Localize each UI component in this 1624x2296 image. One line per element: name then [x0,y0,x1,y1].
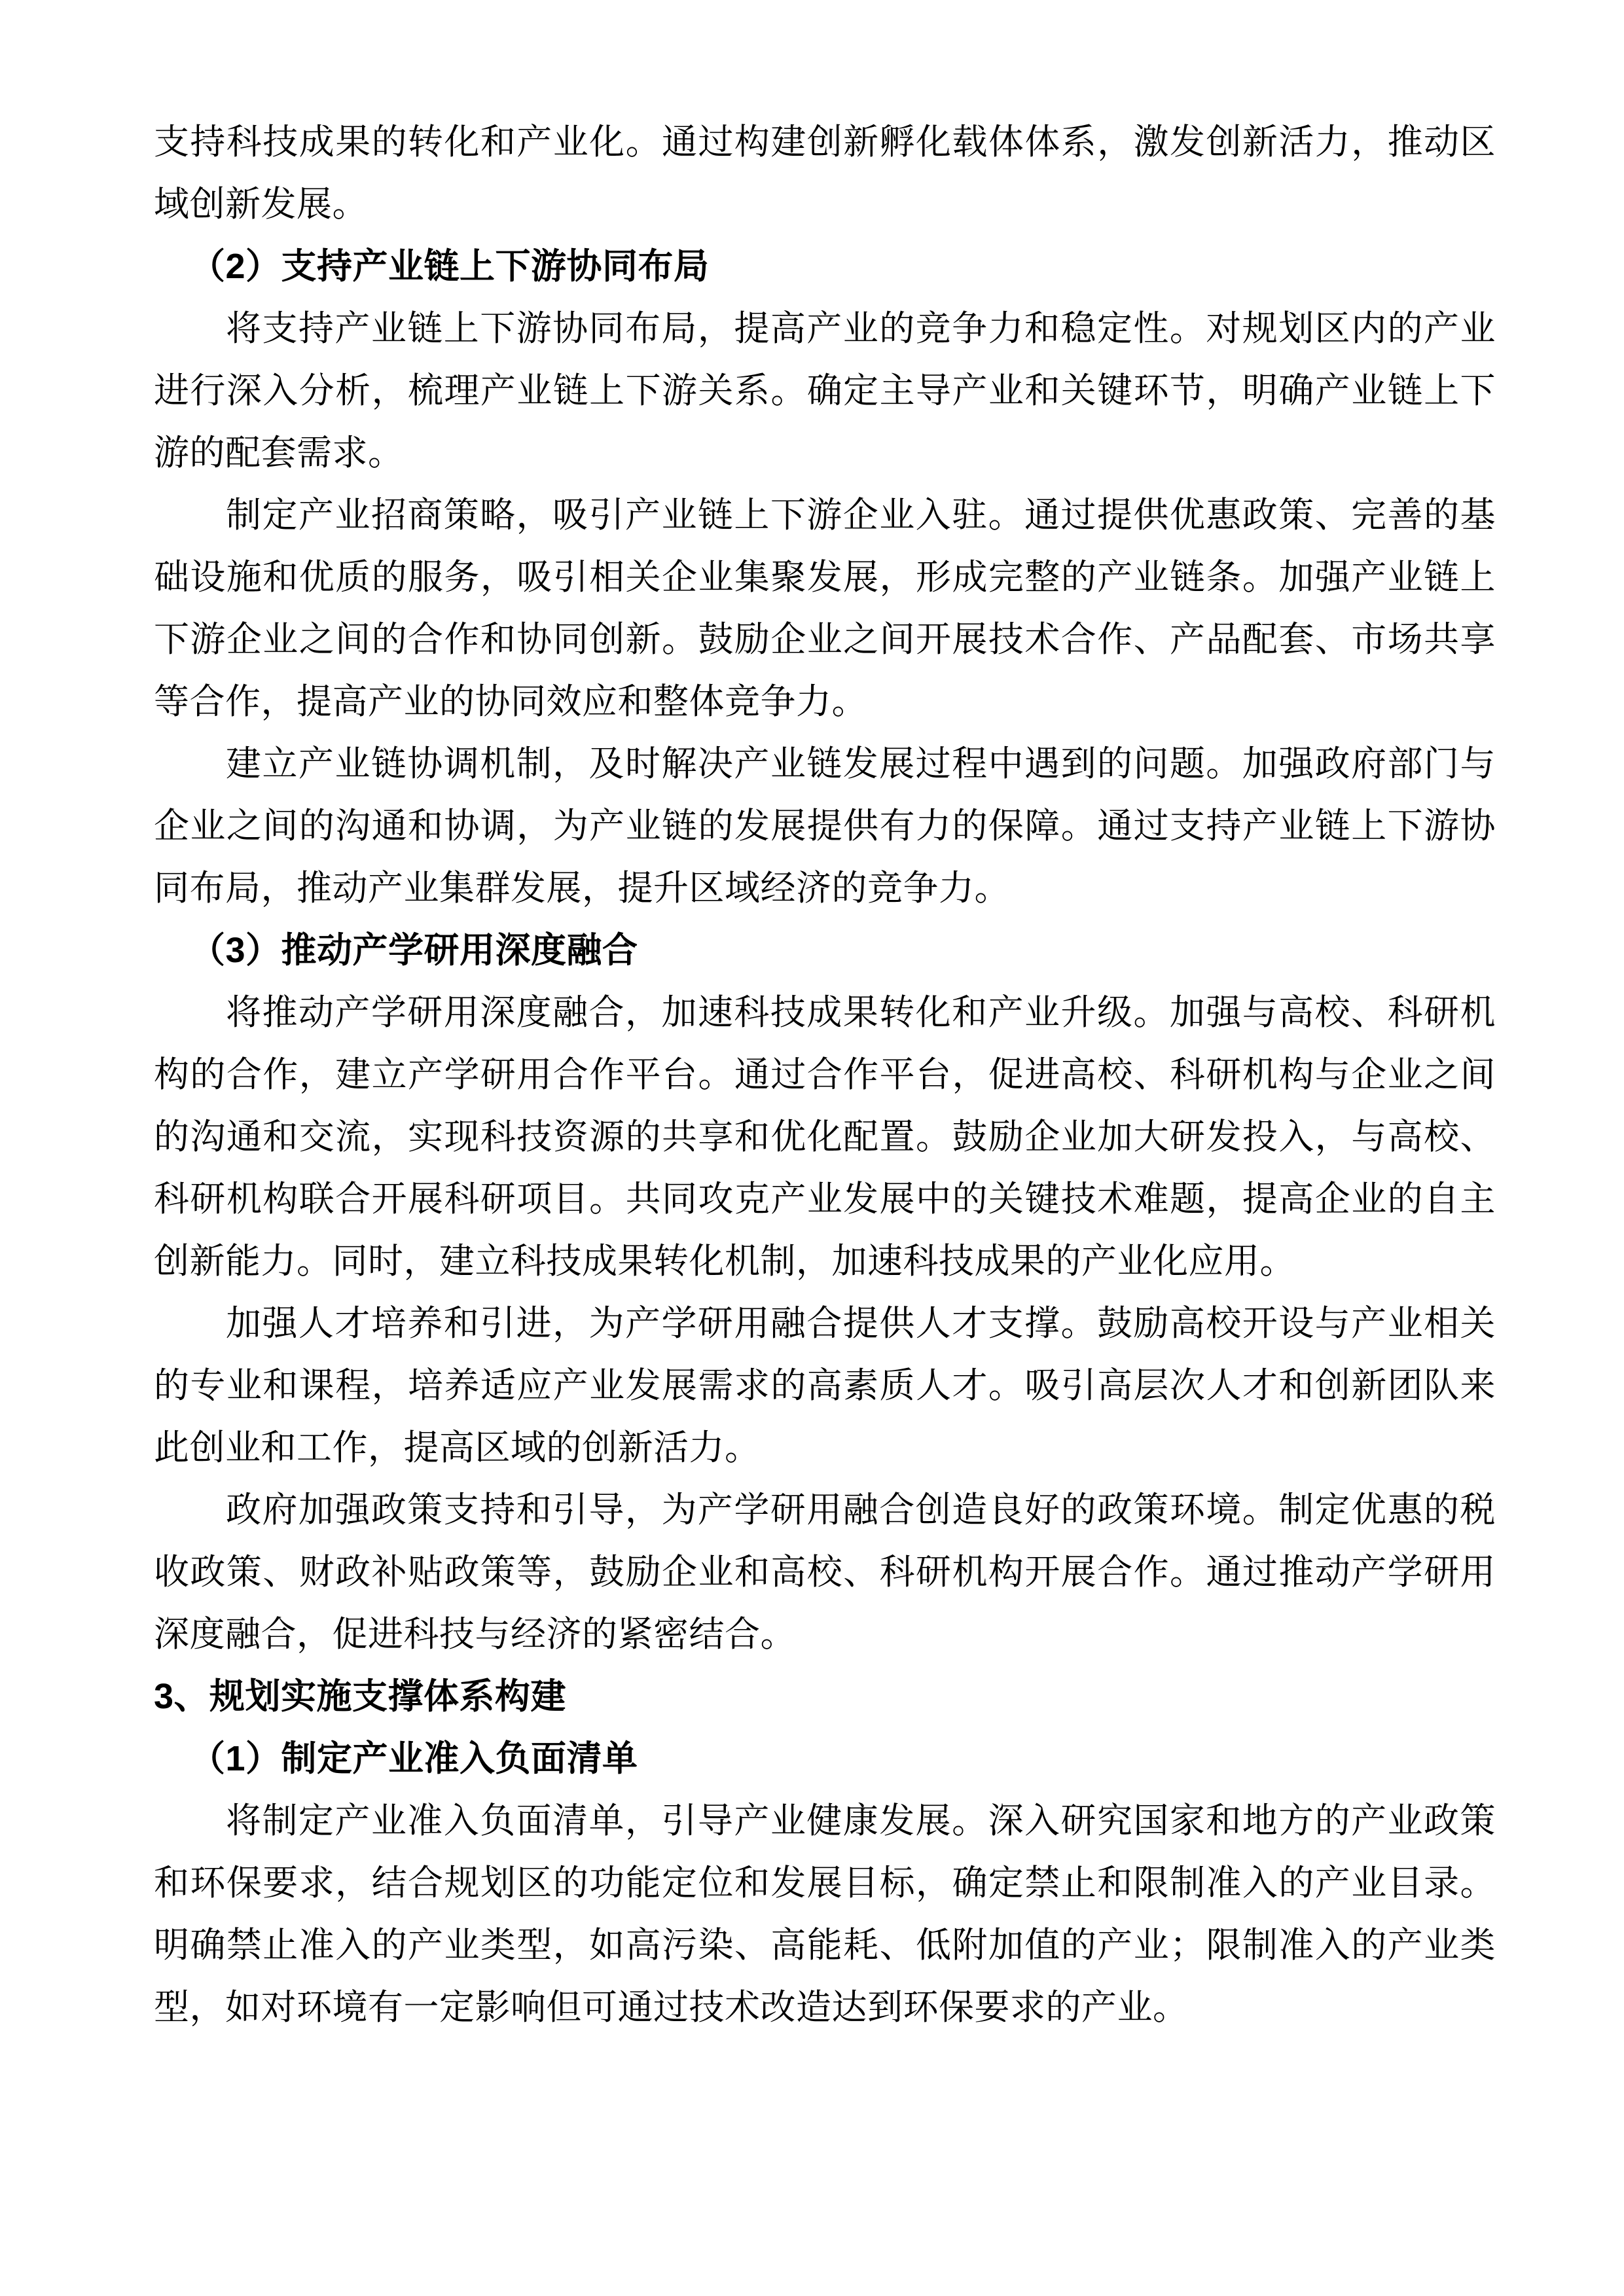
paragraph-investment-attraction-strategy: 制定产业招商策略，吸引产业链上下游企业入驻。通过提供优惠政策、完善的基础设施和优质的服务，吸引相关企业集聚发展，形成完整的产业链条。加强产业链上下游企业之间的合作和协同创新。鼓励企业之间开展技术合作、产品配套、市场共享等合作，提高产业的协同效应和整体竞争力。 [154,495,1496,721]
paragraph-government-policy-support: 政府加强政策支持和引导，为产学研用融合创造良好的政策环境。制定优惠的税收政策、财政补贴政策等，鼓励企业和高校、科研机构开展合作。通过推动产学研用深度融合，促进科技与经济的紧密结合。 [154,1490,1496,1654]
paragraph-talent-cultivation: 加强人才培养和引进，为产学研用融合提供人才支撑。鼓励高校开设与产业相关的专业和课程，培养适应产业发展需求的高素质人才。吸引高层次人才和创新团队来此创业和工作，提高区域的创新活力。 [154,1304,1496,1467]
heading-support-industry-chain-layout: （2）支持产业链上下游协同布局 [190,247,710,286]
paragraph-cooperation-platform: 将推动产学研用深度融合，加速科技成果转化和产业升级。加强与高校、科研机构的合作，建立产学研用合作平台。通过合作平台，促进高校、科研机构与企业之间的沟通和交流，实现科技资源的共享和优化配置。鼓励企业加大研发投入，与高校、科研机构联合开展科研项目。共同攻克产业发展中的关键技术难题，提高企业的自主创新能力。同时，建立科技成果转化机制，加速科技成果的产业化应用。 [154,993,1496,1281]
heading-industry-academia-research-integration: （3）推动产学研用深度融合 [190,931,638,970]
paragraph-negative-list-detail: 将制定产业准入负面清单，引导产业健康发展。深入研究国家和地方的产业政策和环保要求，结合规划区的功能定位和发展目标，确定禁止和限制准入的产业目录。明确禁止准入的产业类型，如高污染、高能耗、低附加值的产业；限制准入的产业类型，如对环境有一定影响但可通过技术改造达到环保要求的产业。 [154,1801,1496,2027]
paragraph-industry-chain-analysis: 将支持产业链上下游协同布局，提高产业的竞争力和稳定性。对规划区内的产业进行深入分析，梳理产业链上下游关系。确定主导产业和关键环节，明确产业链上下游的配套需求。 [154,309,1496,473]
heading-industry-access-negative-list: （1）制定产业准入负面清单 [190,1739,638,1778]
paragraph-coordination-mechanism: 建立产业链协调机制，及时解决产业链发展过程中遇到的问题。加强政府部门与企业之间的沟通和协调，为产业链的发展提供有力的保障。通过支持产业链上下游协同布局，推动产业集群发展，提升区域经济的竞争力。 [154,744,1496,908]
heading-plan-implementation-support-system: 3、规划实施支撑体系构建 [154,1677,567,1716]
page-text-body [154,111,1496,2039]
paragraph-continuation: 支持科技成果的转化和产业化。通过构建创新孵化载体体系，激发创新活力，推动区域创新发展。 [154,122,1496,224]
